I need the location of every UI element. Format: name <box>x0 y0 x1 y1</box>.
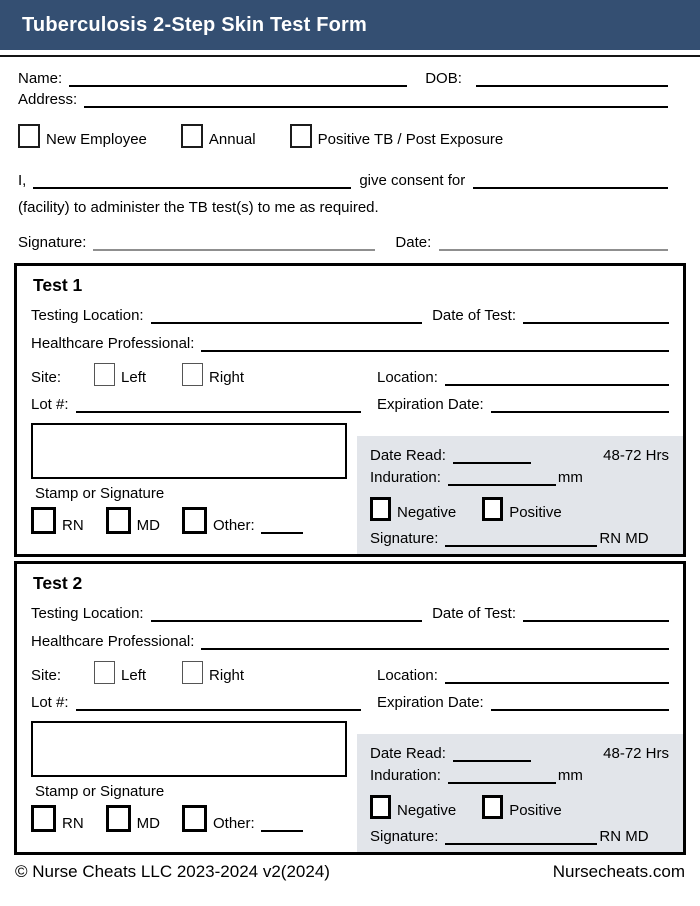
test-1-professional-row <box>31 335 669 352</box>
stamp-caption: Stamp or Signature <box>35 485 165 502</box>
lot-number-label: Lot #: <box>31 694 69 711</box>
test-1-site-row <box>31 363 669 386</box>
date-read-field-line[interactable] <box>453 747 531 762</box>
mm-unit-label: mm <box>557 767 583 784</box>
md-checkbox[interactable] <box>106 507 131 534</box>
test-1-section <box>14 263 686 557</box>
consent-name-field-line[interactable] <box>33 174 351 189</box>
reader-credentials-label: RN MD <box>599 530 649 547</box>
test-2-professional-row <box>31 633 669 650</box>
address-row <box>18 91 668 108</box>
site-label: Site: <box>31 369 62 386</box>
test-1-title: Test 1 <box>33 275 83 295</box>
reason-checkbox-row <box>18 124 668 148</box>
name-dob-row <box>18 70 668 87</box>
signature-field-line[interactable] <box>93 236 375 251</box>
signature-date-row <box>18 234 668 251</box>
test-2-title: Test 2 <box>33 573 83 593</box>
reader-signature-label: Signature: <box>370 828 439 845</box>
induration-label: Induration: <box>370 767 441 784</box>
consent-middle-text: give consent for <box>359 172 466 189</box>
form-title: Tuberculosis 2-Step Skin Test Form <box>22 13 368 36</box>
location-group <box>361 667 669 684</box>
annual-checkbox[interactable] <box>181 124 203 148</box>
reader-credentials-label: RN MD <box>599 828 649 845</box>
expiration-date-label: Expiration Date: <box>377 396 484 413</box>
other-field-line[interactable] <box>261 519 303 534</box>
expiration-group <box>361 694 669 711</box>
lot-group <box>31 694 361 711</box>
negative-checkbox[interactable] <box>370 497 391 521</box>
address-label: Address: <box>18 91 78 108</box>
date-of-test-label: Date of Test: <box>432 605 516 622</box>
credential-rn <box>31 805 84 832</box>
site-left-checkbox[interactable] <box>94 363 115 386</box>
header-divider <box>0 55 700 57</box>
other-checkbox[interactable] <box>182 805 207 832</box>
other-label: Other: <box>213 517 255 534</box>
site-group <box>31 661 361 684</box>
reason-annual <box>181 124 256 148</box>
credential-rn <box>31 507 84 534</box>
new-employee-label: New Employee <box>46 131 147 148</box>
lot-number-field-line[interactable] <box>76 398 361 413</box>
healthcare-professional-label: Healthcare Professional: <box>31 633 195 650</box>
induration-row <box>370 767 669 784</box>
address-field-line[interactable] <box>84 93 668 108</box>
read-window-label: 48-72 Hrs <box>603 447 669 464</box>
site-right-label: Right <box>209 667 245 684</box>
stamp-signature-box[interactable] <box>31 721 347 777</box>
negative-label: Negative <box>397 802 457 819</box>
stamp-caption: Stamp or Signature <box>35 783 165 800</box>
md-checkbox[interactable] <box>106 805 131 832</box>
site-group <box>31 363 361 386</box>
website-text: Nursecheats.com <box>552 862 685 881</box>
positive-checkbox[interactable] <box>482 795 503 819</box>
consent-row <box>18 172 668 189</box>
healthcare-professional-field-line[interactable] <box>201 337 669 352</box>
mm-unit-label: mm <box>557 469 583 486</box>
expiration-date-field-line[interactable] <box>491 696 669 711</box>
test-2-site-row <box>31 661 669 684</box>
other-label: Other: <box>213 815 255 832</box>
site-right-label: Right <box>209 369 245 386</box>
md-label: MD <box>136 815 160 832</box>
dob-label: DOB: <box>425 70 462 87</box>
reason-new-employee <box>18 124 147 148</box>
date-read-label: Date Read: <box>370 745 446 762</box>
date-read-field-line[interactable] <box>453 449 531 464</box>
site-label: Site: <box>31 667 62 684</box>
dob-field-line[interactable] <box>476 72 668 87</box>
signature-label: Signature: <box>18 234 87 251</box>
rn-checkbox[interactable] <box>31 507 56 534</box>
site-right-checkbox[interactable] <box>182 363 203 386</box>
expiration-date-field-line[interactable] <box>491 398 669 413</box>
healthcare-professional-label: Healthcare Professional: <box>31 335 195 352</box>
test-1-location-date-row <box>31 307 669 324</box>
testing-location-field-line[interactable] <box>151 607 422 622</box>
other-checkbox[interactable] <box>182 507 207 534</box>
new-employee-checkbox[interactable] <box>18 124 40 148</box>
positive-label: Positive <box>509 802 562 819</box>
location-field-line[interactable] <box>445 669 669 684</box>
name-label: Name: <box>18 70 63 87</box>
lot-group <box>31 396 361 413</box>
induration-label: Induration: <box>370 469 441 486</box>
date-field-line[interactable] <box>439 236 668 251</box>
site-left-checkbox[interactable] <box>94 661 115 684</box>
reader-signature-row <box>370 530 669 547</box>
footer <box>14 862 686 882</box>
credential-other <box>182 507 303 534</box>
reader-signature-row <box>370 828 669 845</box>
test-1-read-panel <box>357 436 683 554</box>
expiration-group <box>361 396 669 413</box>
location-label: Location: <box>377 369 438 386</box>
date-of-test-field-line[interactable] <box>523 309 669 324</box>
form-title-bar <box>0 0 700 50</box>
date-label: Date: <box>395 234 432 251</box>
credential-other <box>182 805 303 832</box>
lot-number-field-line[interactable] <box>76 696 361 711</box>
read-window-label: 48-72 Hrs <box>603 745 669 762</box>
positive-tb-label: Positive TB / Post Exposure <box>317 131 504 148</box>
test-2-read-panel <box>357 734 683 852</box>
testing-location-field-line[interactable] <box>151 309 422 324</box>
negative-checkbox[interactable] <box>370 795 391 819</box>
induration-row <box>370 469 669 486</box>
negative-label: Negative <box>397 504 457 521</box>
md-label: MD <box>136 517 160 534</box>
date-read-label: Date Read: <box>370 447 446 464</box>
test-2-location-date-row <box>31 605 669 622</box>
induration-field-line[interactable] <box>448 769 556 784</box>
expiration-date-label: Expiration Date: <box>377 694 484 711</box>
date-read-row <box>370 447 669 464</box>
stamp-signature-box[interactable] <box>31 423 347 479</box>
consent-prefix: I, <box>18 172 27 189</box>
reason-positive-tb <box>290 124 504 148</box>
consent-continuation-text: (facility) to administer the TB test(s) to me as required. <box>18 199 379 216</box>
location-group <box>361 369 669 386</box>
test-2-lot-row <box>31 694 669 711</box>
result-row <box>370 497 669 521</box>
testing-location-label: Testing Location: <box>31 307 144 324</box>
reader-signature-field-line[interactable] <box>445 532 597 547</box>
site-left-label: Left <box>121 667 147 684</box>
date-of-test-label: Date of Test: <box>432 307 516 324</box>
consent-facility-field-line[interactable] <box>473 174 668 189</box>
site-right-checkbox[interactable] <box>182 661 203 684</box>
rn-label: RN <box>62 517 84 534</box>
test-1-lot-row <box>31 396 669 413</box>
date-of-test-field-line[interactable] <box>523 607 669 622</box>
credential-md <box>106 805 160 832</box>
rn-checkbox[interactable] <box>31 805 56 832</box>
other-field-line[interactable] <box>261 817 303 832</box>
reader-signature-label: Signature: <box>370 530 439 547</box>
annual-label: Annual <box>208 131 256 148</box>
rn-label: RN <box>62 815 84 832</box>
copyright-text: © Nurse Cheats LLC 2023-2024 v2(2024) <box>15 862 330 881</box>
result-row <box>370 795 669 819</box>
positive-tb-checkbox[interactable] <box>290 124 312 148</box>
credential-md <box>106 507 160 534</box>
healthcare-professional-field-line[interactable] <box>201 635 669 650</box>
location-field-line[interactable] <box>445 371 669 386</box>
induration-field-line[interactable] <box>448 471 556 486</box>
positive-label: Positive <box>509 504 562 521</box>
reader-signature-field-line[interactable] <box>445 830 597 845</box>
location-label: Location: <box>377 667 438 684</box>
date-read-row <box>370 745 669 762</box>
name-field-line[interactable] <box>69 72 407 87</box>
lot-number-label: Lot #: <box>31 396 69 413</box>
site-left-label: Left <box>121 369 147 386</box>
test-2-section <box>14 561 686 855</box>
testing-location-label: Testing Location: <box>31 605 144 622</box>
positive-checkbox[interactable] <box>482 497 503 521</box>
